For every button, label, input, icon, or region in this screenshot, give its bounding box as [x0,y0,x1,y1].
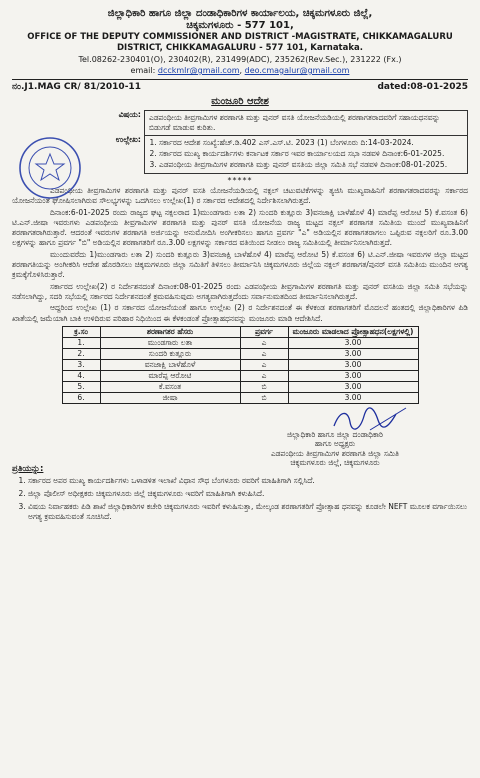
reference-number: ನಂ.J1.MAG CR/ 81/2010-11 [12,82,141,92]
subject-text: ಎಡಪಂಥೀಯ ತೀವ್ರಗಾಮಿಗಳ ಶರಣಾಗತಿ ಮತ್ತು ಪುನರ್ ವಸತಿ ಯೋಜನೆಯಡಿಯಲ್ಲಿ ಶರಣಾಗತರಾದವರಿಗೆ ಸಹಾಯಧನವನ್ನು ಬಿಡುಗಡೆ ಮಾಡುವ ಕುರಿತು. [144,110,468,136]
body-paragraph: ದಿನಾಂಕ:6-01-2025 ರಂದು ರಾಜ್ಯದ ಘಟ್ಟ ನಕ್ಸಲರಾದ 1)ಮುಂಡಗಾರು ಲತಾ 2) ಸುಂದರಿ ಕುತ್ಲೂರು 3)ವನಜಾಕ್ಷಿ ಬಾಳೆಹೊಳೆ 4) ಮಾರೆಪ್ಪ ಆರೋಟಿ 5) ಕೆ.ವಸಂತ 6) ಟಿ.ಎನ್.ಜೀಷಾ ಇವರುಗಳು ಎಡಪಂಥೀಯ ತೀವ್ರಗಾಮಿಗಳ ಶರಣಾಗತಿ ಮತ್ತು ಪುನರ್ ವಸತಿ ಯೋಜನೆಯ ರಾಜ್ಯ ಮಟ್ಟದ ನಕ್ಸಲ್ ಶರಣಾಗತ ಸಮಿತಿಯ ಮುಂದೆ ಮುಖ್ಯವಾಹಿನಿಗೆ ಶರಣಾಗತರಾಗಿರುತ್ತಾರೆ. ಆದರಂತೆ ಇವರುಗಳ ಶರಣಾಗತಿ ಅರ್ಜಿಯನ್ನು ಅನುಮೋದಿಸಿ ಅಂಗೀಕರಿಸಲು ಹಾಗೂ ಪ್ರವರ್ಗ "ಎ" ಅಡಿಯಲ್ಲಿನ ಶರಣಾಗತರಾಗಲು ಒಪ್ಪಿರುವ ನಕ್ಸಲರಿಗೆ ರೂ.3.00 ಲಕ್ಷಗಳನ್ನು ಹಾಗೂ ಪ್ರವರ್ಗ "ಬಿ" ಅಡಿಯಲ್ಲಿನ ಶರಣಾಗತರಿಗೆ ರೂ.3.00 ಲಕ್ಷಗಳನ್ನು ಸರ್ಕಾರದ ವತಿಯಿಂದ ನೀಡಲು ರಾಜ್ಯ ಸಮಿತಿಯಲ್ಲಿ ತೀರ್ಮಾನಿಸಲಾಗಿರುತ್ತದೆ. [12,207,468,248]
order-date: dated:08-01-2025 [377,82,468,92]
cell-category: ಎ [240,348,288,359]
reference-item: 2. ಸರ್ಕಾರದ ಮುಖ್ಯ ಕಾರ್ಯದರ್ಶಿಗಳು ಕರ್ನಾಟಕ ಸರ್ಕಾರ ಇವರ ಕಾರ್ಯಾಲಯದ ಸಭಾ ನಡವಳಿ ದಿನಾಂಕ:6-01-2025. [159,149,463,159]
office-title-kannada: ಜಿಲ್ಲಾಧಿಕಾರಿ ಹಾಗೂ ಜಿಲ್ಲಾ ದಂಡಾಧಿಕಾರಿಗಳ ಕಾರ್ಯಾಲಯ, ಚಿಕ್ಕಮಗಳೂರು ಜಿಲ್ಲೆ, [107,8,373,19]
order-title: ಮಂಜೂರಿ ಆದೇಶ [211,96,269,107]
signature-designation [220,430,450,468]
cell-amount: 3.00 [288,348,418,359]
cell-serial: 1. [62,337,100,348]
table-header-row [62,326,418,337]
table-row [62,370,418,381]
cell-category: ಬಿ [240,381,288,392]
body-paragraph: ಸರ್ಕಾರದ ಉಲ್ಲೇಖ(2) ರ ನಿರ್ದೇಶನದಂತೆ ದಿನಾಂಕ:08-01-2025 ರಂದು ಎಡಪಂಥೀಯ ತೀವ್ರಗಾಮಿಗಳ ಶರಣಾಗತಿ ಮತ್ತು ಪುನರ್ ವಸತಿಯ ಜಿಲ್ಲಾ ಸಮಿತಿ ಸಭೆಯನ್ನು ನಡೆಸಲಾಗಿದ್ದು, ಸದರಿ ಸಭೆಯಲ್ಲಿ ಸರ್ಕಾರದ ನಿರ್ದೇಶನದಂತೆ ಕ್ರಮವಹಿಸುವುದು ಅಗತ್ಯವಾಗಿರುತ್ತದೆಂದು ಸರ್ವಾನುಮತದಿಂದ ತೀರ್ಮಾನಿಸಲಾಗಿರುತ್ತದೆ. [12,281,468,301]
signature-line: ಹಾಗೂ ಅಧ್ಯಕ್ಷರು [314,439,356,449]
table-row [62,348,418,359]
cell-amount: 3.00 [288,381,418,392]
col-amount: ಮಂಜೂರು ಮಾಡಲಾದ ಪ್ರೋತ್ಸಾಹಧನ(ಲಕ್ಷಗಳಲ್ಲಿ) [288,326,418,337]
col-serial: ಕ್ರ.ಸಂ [62,326,100,337]
copy-item: 3. ವಿಷಯ ನಿರ್ವಾಹಕರು ಪಿಡಿ ಶಾಖೆ ಜಿಲ್ಲಾಧಿಕಾರಿಗಳ ಕಚೇರಿ ಚಿಕ್ಕಮಗಳೂರು ಇವರಿಗೆ ಕಳುಹಿಸುತ್ತಾ, ಮೇಲ್ಕಂಡ ಶರಣಾಗತರಿಗೆ ಪ್ರೋತ್ಸಾಹ ಧನವನ್ನು ಕೂಡಲೇ NEFT ಮೂಲಕ ವರ್ಗಾಯಿಸಲು ಅಗತ್ಯ ಕ್ರಮವಹಿಸುವಂತೆ ಸೂಚಿಸಿದೆ. [28,502,468,522]
table-row [62,392,418,403]
copy-item: 2. ಜಿಲ್ಲಾ ಪೊಲೀಸ್ ಅಧೀಕ್ಷಕರು ಚಿಕ್ಕಮಗಳೂರು ಜಿಲ್ಲೆ ಚಿಕ್ಕಮಗಳೂರು ಇವರಿಗೆ ಮಾಹಿತಿಗಾಗಿ ಕಳುಹಿಸಿದೆ. [28,489,468,499]
references-row [108,135,468,174]
references-box [144,135,468,174]
cell-serial: 6. [62,392,100,403]
signature-line: ಜಿಲ್ಲಾಧಿಕಾರಿ ಹಾಗೂ ಜಿಲ್ಲಾ ದಂಡಾಧಿಕಾರಿ [287,429,383,439]
reference-row [12,82,468,92]
subject-row [108,110,468,136]
cell-name: ಸುಂದರಿ ಕುತ್ಲೂರು [100,348,240,359]
official-seal-icon [18,136,82,200]
copies-heading: ಪ್ರತಿಯನ್ನು: [12,463,44,474]
cell-name: ಮುಂಡಗಾರು ಲತಾ [100,337,240,348]
header-divider [12,79,468,80]
references-list [149,138,463,170]
cell-amount: 3.00 [288,370,418,381]
email-link-deo[interactable]: deo.cmagalur@gmail.com [244,66,350,75]
subject-reference-block [12,110,468,174]
cell-serial: 3. [62,359,100,370]
office-address-english: DISTRICT, CHIKKAMAGALURU - 577 101, Karnataka. [117,43,363,53]
reference-item: 3. ಎಡಪಂಥೀಯ ತೀವ್ರಗಾಮಿಗಳ ಶರಣಾಗತಿ ಮತ್ತು ಪುನರ್ ವಸತಿಯ ಜಿಲ್ಲಾ ಸಮಿತಿ ಸಭೆ ನಡವಳಿ ದಿನಾಂಕ:08-01-2025. [159,160,463,170]
reference-item: 1. ಸರ್ಕಾರದ ಆದೇಶ ಸಂಖ್ಯೆ:ಹೆಚ್.ಡಿ.402 ಎಸ್.ಎಸ್.ಟಿ. 2023 (1) ಬೆಂಗಳೂರು ದಿ:14-03-2024. [159,138,463,148]
office-telephone: Tel.08262-230401(O), 230402(R), 231499(ADC), 235262(Rev.Sec.), 231222 (Fx.) [78,55,402,64]
table-row [62,359,418,370]
office-title-english: OFFICE OF THE DEPUTY COMMISSIONER AND DISTRICT -MAGISTRATE, CHIKKAMAGALURU [27,32,453,42]
office-email-line [12,65,468,76]
section-stars: ***** [227,176,253,185]
body-paragraph: ಆದ್ದರಿಂದ ಉಲ್ಲೇಖ (1) ರ ಸರ್ಕಾರದ ಯೋಜನೆಯಂತೆ ಹಾಗೂ ಉಲ್ಲೇಖ (2) ರ ನಿರ್ದೇಶನದಂತೆ ಈ ಕೆಳಕಂಡ ಶರಣಾಗತರಿಗೆ ಮೊದಲನೆ ಹಂತದಲ್ಲಿ ಜಿಲ್ಲಾಧಿಕಾರಿಗಳ ಪಿಡಿ ಖಾತೆಯಲ್ಲಿ ಜಮೆಯಾಗಿ ಬಾಕಿ ಉಳಿದಿರುವ ಪರಿಹಾರ ನಿಧಿಯಿಂದ ಈ ಕೆಳಕಂಡಂತೆ ಪ್ರೋತ್ಸಾಹಧನವನ್ನು ಮಂಜೂರು ಮಾಡಿ ಆದೇಶಿಸಿದೆ. [12,303,468,323]
cell-amount: 3.00 [288,337,418,348]
cell-category: ಎ [240,359,288,370]
cell-serial: 2. [62,348,100,359]
email-label: email: [130,66,156,75]
cell-amount: 3.00 [288,392,418,403]
signature-block [12,404,468,468]
cell-name: ಜೀಷಾ [100,392,240,403]
email-link-dc[interactable]: dcckmlr@gmail.com [157,66,240,75]
cell-category: ಎ [240,337,288,348]
body-paragraph: ಎಡಪಂಥೀಯ ತೀವ್ರಗಾಮಿಗಳ ಶರಣಾಗತಿ ಮತ್ತು ಪುನರ್ ವಸತಿ ಯೋಜನೆಯಡಿಯಲ್ಲಿ ನಕ್ಸಲ್ ಚಟುವಟಿಕೆಗಳನ್ನು ತ್ಯಜಿಸಿ ಮುಖ್ಯವಾಹಿನಿಗೆ ಶರಣಾಗತರಾದವರನ್ನು ಸರ್ಕಾರದ ಯೋಜನೆಯಂತೆ ಘೋಷಿಸಲಾಗಿರುವ ಸೌಲಭ್ಯಗಳನ್ನು ಒದಗಿಸಲು ಉಲ್ಲೇಖ(1) ರ ಸರ್ಕಾರದ ಆದೇಶದಲ್ಲಿ ನಿರ್ದೇಶಿಸಲಾಗಿರುತ್ತದೆ. [12,186,468,206]
cell-name: ವನಜಾಕ್ಷಿ ಬಾಳೆಹೊಳೆ [100,359,240,370]
col-name: ಶರಣಾಗತರ ಹೆಸರು [100,326,240,337]
seal-column [12,110,102,174]
cell-name: ಕೆ.ವಸಂತ [100,381,240,392]
col-category: ಪ್ರವರ್ಗ [240,326,288,337]
copies-list [12,476,468,523]
signature-line: ಎಡಪಂಥೀಯ ತೀವ್ರಗಾಮಿಗಳ ಶರಣಾಗತಿ ಜಿಲ್ಲಾ ಸಮಿತಿ [270,448,400,458]
cell-category: ಬಿ [240,392,288,403]
body-paragraph: ಮುಂದುವರೆದು 1)ಮುಂಡಗಾರು ಲತಾ 2) ಸುಂದರಿ ಕುತ್ಲೂರು 3)ವನಜಾಕ್ಷಿ ಬಾಳೆಹೊಳೆ 4) ಮಾರೆಪ್ಪ ಆರೋಟಿ 5) ಕೆ.ವಸಂತ 6) ಟಿ.ಎನ್.ಜೀಷಾ ಇವರುಗಳ ಜಿಲ್ಲಾ ಮಟ್ಟದ ಶರಣಾಗತಿಯನ್ನು ಅಂಗೀಕರಿಸಿ ಆದೇಶ ಹೊರಡಿಸಲು ಚಿಕ್ಕಮಗಳೂರು ಜಿಲ್ಲಾ ಸಮಿತಿಗೆ ತಿಳಿಸಲು ತೀರ್ಮಾನಿಸಿ ಚಿಕ್ಕಮಗಳೂರು ಜಿಲ್ಲೆಯ ನಕ್ಸಲ್ ಶರಣಾಗತ/ಪುನರ್ ವಸತಿ ಸಮಿತಿಯ ಮುಂದಿನ ಅಗತ್ಯ ಕ್ರಮಕ್ಕೆಗೊಳಿಸಿರುತ್ತಾರೆ. [12,249,468,280]
email-separator: , [239,66,243,75]
references-label: ಉಲ್ಲೇಖ: [115,135,141,144]
cell-category: ಎ [240,370,288,381]
signature-line: ಚಿಕ್ಕಮಗಳೂರು ಜಿಲ್ಲೆ, ಚಿಕ್ಕಮಗಳೂರು [290,458,380,468]
table-row [62,337,418,348]
beneficiary-table [62,326,419,404]
cell-serial: 5. [62,381,100,392]
subject-label: ವಿಷಯ: [118,110,141,119]
office-city-kannada: ಚಿಕ್ಕಮಗಳೂರು - 577 101, [186,20,294,31]
table-row [62,381,418,392]
cell-amount: 3.00 [288,359,418,370]
copy-item: 1. ಸರ್ಕಾರದ ಅಪರ ಮುಖ್ಯ ಕಾರ್ಯದರ್ಶಿಗಳು ಒಳಾಡಳಿತ ಇಲಾಖೆ ವಿಧಾನ ಸೌಧ ಬೆಂಗಳೂರು ರವರಿಗೆ ಮಾಹಿತಿಗಾಗಿ ಸಲ್ಲಿಸಿದೆ. [28,476,468,486]
cell-serial: 4. [62,370,100,381]
cell-name: ಮಾರೆಪ್ಪ ಆರೋಟಿ [100,370,240,381]
